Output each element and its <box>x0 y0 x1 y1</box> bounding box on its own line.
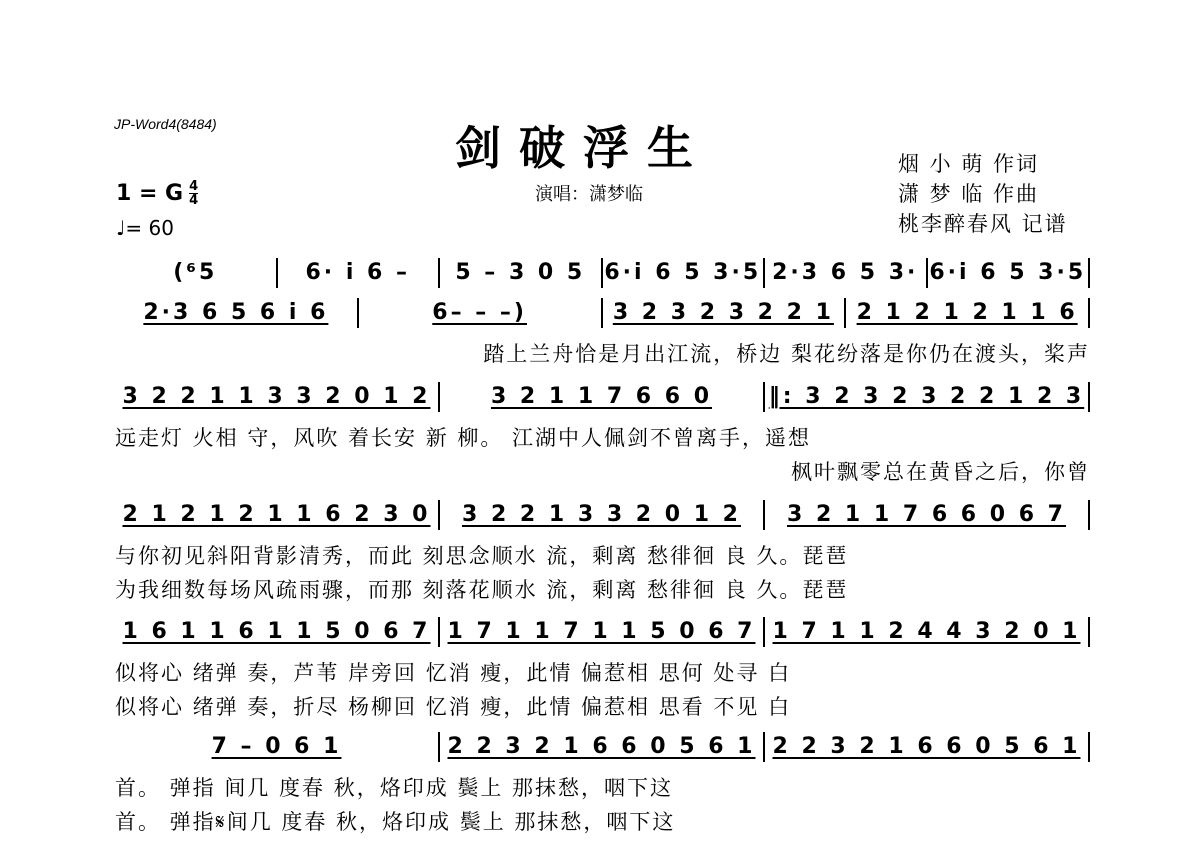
performer-label: 演唱：潇梦临 <box>535 184 643 205</box>
tempo-marking: ♩= 60 <box>116 216 174 240</box>
lyricist-credit: 烟 小 萌 作词 <box>898 152 1040 176</box>
song-title: 剑破浮生 <box>455 121 711 175</box>
measure: 3 2 1 1 7 6 6 0 <box>440 382 765 412</box>
measure: 3 2 2 1 1 3 3 2 0 1 2 <box>115 382 440 412</box>
measure: 2 2 3 2 1 6 6 0 5 6 1 <box>440 732 765 762</box>
lyric-line: 似将心 绪弹 奏，芦苇 岸旁回 忆消 瘦，此情 偏惹相 思何 处寻 白 <box>115 661 792 685</box>
software-label: JP-Word4(8484) <box>114 116 217 132</box>
key-label: 1 = G <box>116 181 184 206</box>
measure: 2·3 6 5 3· <box>765 258 928 288</box>
lyric-line: 枫叶飘零总在黄昏之后，你曾 <box>791 460 1090 484</box>
lyric-line: 远走灯 火相 守，风吹 着长安 新 柳。 江湖中人佩剑不曾离手，遥想 <box>115 426 812 450</box>
measure: 6·i 6 5 3·5 <box>603 258 766 288</box>
lyric-line: 踏上兰舟恰是月出江流，桥边 梨花纷落是你仍在渡头，桨声 <box>483 342 1090 366</box>
measure: (⁶5 <box>115 258 278 288</box>
lyric-line: 似将心 绪弹 奏，折尽 杨柳回 忆消 瘦，此情 偏惹相 思看 不见 白 <box>115 695 792 719</box>
measure: 6· i 6 – <box>278 258 441 288</box>
lyric-line: 首。 弹指 间几 度春 秋，烙印成 鬓上 那抹愁，咽下这 <box>115 776 674 800</box>
measure: 6·i 6 5 3·5 <box>928 258 1091 288</box>
measure: 5 – 3 0 5 <box>440 258 603 288</box>
lyric-line: 首。 弹指𝄋间几 度春 秋，烙印成 鬓上 那抹愁，咽下这 <box>115 810 676 834</box>
lyric-line: 与你初见斜阳背影清秀，而此 刻思念顺水 流，剩离 愁徘徊 良 久。琵琶 <box>115 544 849 568</box>
lyric-line: 为我细数每场风疏雨骤，而那 刻落花顺水 流，剩离 愁徘徊 良 久。琵琶 <box>115 578 849 602</box>
time-signature <box>189 180 198 207</box>
measure: 2 2 3 2 1 6 6 0 5 6 1 <box>765 732 1090 762</box>
measure: 3 2 3 2 3 2 2 1 <box>603 298 847 328</box>
notation-row <box>115 382 1090 412</box>
transcriber-credit: 桃李醉春风 记谱 <box>898 212 1068 236</box>
measure: ‖: 3 2 3 2 3 2 2 1 2 3 <box>765 382 1090 412</box>
notation-row <box>115 617 1090 647</box>
measure: 6– – –) <box>359 298 603 328</box>
time-bottom: 4 <box>189 193 199 208</box>
measure: 3 2 2 1 3 3 2 0 1 2 <box>440 500 765 530</box>
measure: 2 1 2 1 2 1 1 6 2 3 0 <box>115 500 440 530</box>
measure: 2 1 2 1 2 1 1 6 <box>846 298 1090 328</box>
notation-row <box>115 500 1090 530</box>
measure: 3 2 1 1 7 6 6 0 6 7 <box>765 500 1090 530</box>
measure: 7 – 0 6 1 <box>115 732 440 762</box>
notation-row <box>115 732 1090 762</box>
notation-row <box>115 298 1090 328</box>
notation-row <box>115 258 1090 288</box>
measure: 1 7 1 1 7 1 1 5 0 6 7 <box>440 617 765 647</box>
key-signature <box>116 180 198 207</box>
measure: 2·3 6 5 6 i 6 <box>115 298 359 328</box>
measure: 1 7 1 1 2 4 4 3 2 0 1 <box>765 617 1090 647</box>
composer-credit: 潇 梦 临 作曲 <box>898 182 1040 206</box>
measure: 1 6 1 1 6 1 1 5 0 6 7 <box>115 617 440 647</box>
time-top: 4 <box>189 179 199 194</box>
